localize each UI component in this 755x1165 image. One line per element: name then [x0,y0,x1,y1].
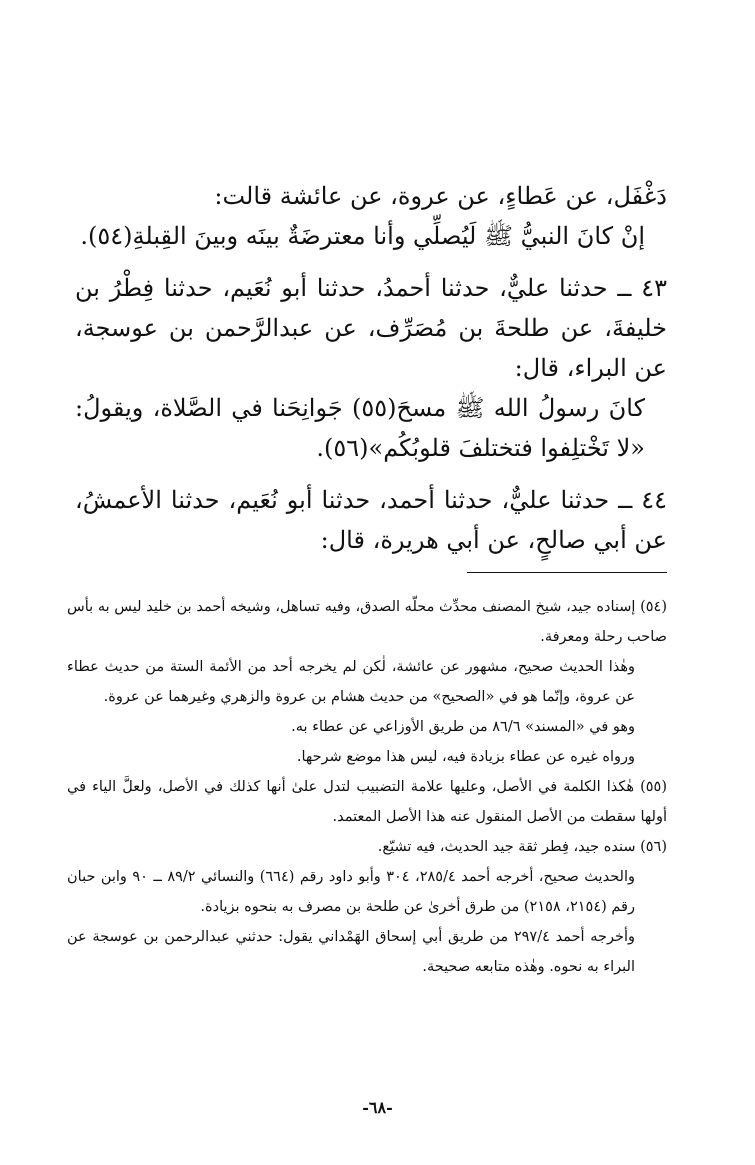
main-line-1: دَغْفَل، عن عَطاءٍ، عن عروة، عن عائشة قالت: [214,182,667,210]
footnotes [67,592,667,982]
hadith-matn-43: كانَ رسولُ الله ﷺ مسحَ(٥٥) جَوانِحَنا في الصَّلاة، ويقولُ: «لا تَخْتلِفوا فتختلفَ قلوبُكُم»(٥٦). [75,394,645,462]
hadith-matn-42: إنْ كانَ النبيُّ ﷺ لَيُصلِّي وأنا معترضَةٌ بينَه وبينَ القِبلةِ(٥٤). [80,222,645,250]
footnote-56-cont-1: والحديث صحيح، أخرجه أحمد ٢٨٥/٤، ٣٠٤ وأبو داود رقم (٦٦٤) والنسائي ٨٩/٢ ــ ٩٠ وابن حبان رقم (٢١٥٤، ٢١٥٨) من طرق أخرىٰ عن طلحة بن مصرف به بنحوه بزيادة. [67,869,635,915]
footnote-55: (٥٥) هٰكذا الكلمة في الأصل، وعليها علامة التضبيب لتدل علىٰ أنها كذلك في الأصل، ولعلَّ الياء في أولها سقطت من الأصل المنقول عنه هذا الأصل المعتمد. [67,779,667,825]
footnote-54-cont-1: وهٰذا الحديث صحيح، مشهور عن عائشة، لٰكن لم يخرجه أحد من الأئمة الستة من حديث عطاء عن عروة، وإنّما هو في «الصحيح» من حديث هشام بن عروة والزهري وغيرهما عن عروة. [67,659,635,705]
footnote-56-cont-2: وأخرجه أحمد ٢٩٧/٤ من طريق أبي إسحاق الهَمْداني يقول: حدثني عبدالرحمن بن عوسجة عن البراء به نحوه. وهٰذه متابعه صحيحة. [67,929,635,975]
footnote-divider [467,572,667,573]
footnote-54: (٥٤) إسناده جيد، شيخ المصنف محدِّث محلّه الصدق، وفيه تساهل، وشيخه أحمد بن خليد ليس به بأس صاحب رحلة ومعرفة. [67,599,667,645]
footnote-56: (٥٦) سنده جيد، فِطر ثقة جيد الحديث، فيه تشيّع. [377,839,667,855]
hadith-isnad-43: ٤٣ ــ حدثنا عليٌّ، حدثنا أحمدُ، حدثنا أبو نُعَيم، حدثنا فِطْرُ بن خليفةَ، عن طلحةَ بن مُصَرِّف، عن عبدالرَّحمن بن عوسجة، عن البراء، قال: [75,274,667,382]
hadith-isnad-44: ٤٤ ــ حدثنا عليٌّ، حدثنا أحمد، حدثنا أبو نُعَيم، حدثنا الأعمشُ، عن أبي صالحٍ، عن أبي هريرة، قال: [75,486,667,554]
footnote-54-cont-3: ورواه غيره عن عطاء بزيادة فيه، ليس هذا موضع شرحها. [296,749,635,765]
main-text [75,176,667,560]
footnote-54-cont-2: وهو في «المسند» ٨٦/٦ من طريق الأوزاعي عن عطاء به. [291,719,635,735]
page-number: -٦٨- [362,1098,393,1117]
